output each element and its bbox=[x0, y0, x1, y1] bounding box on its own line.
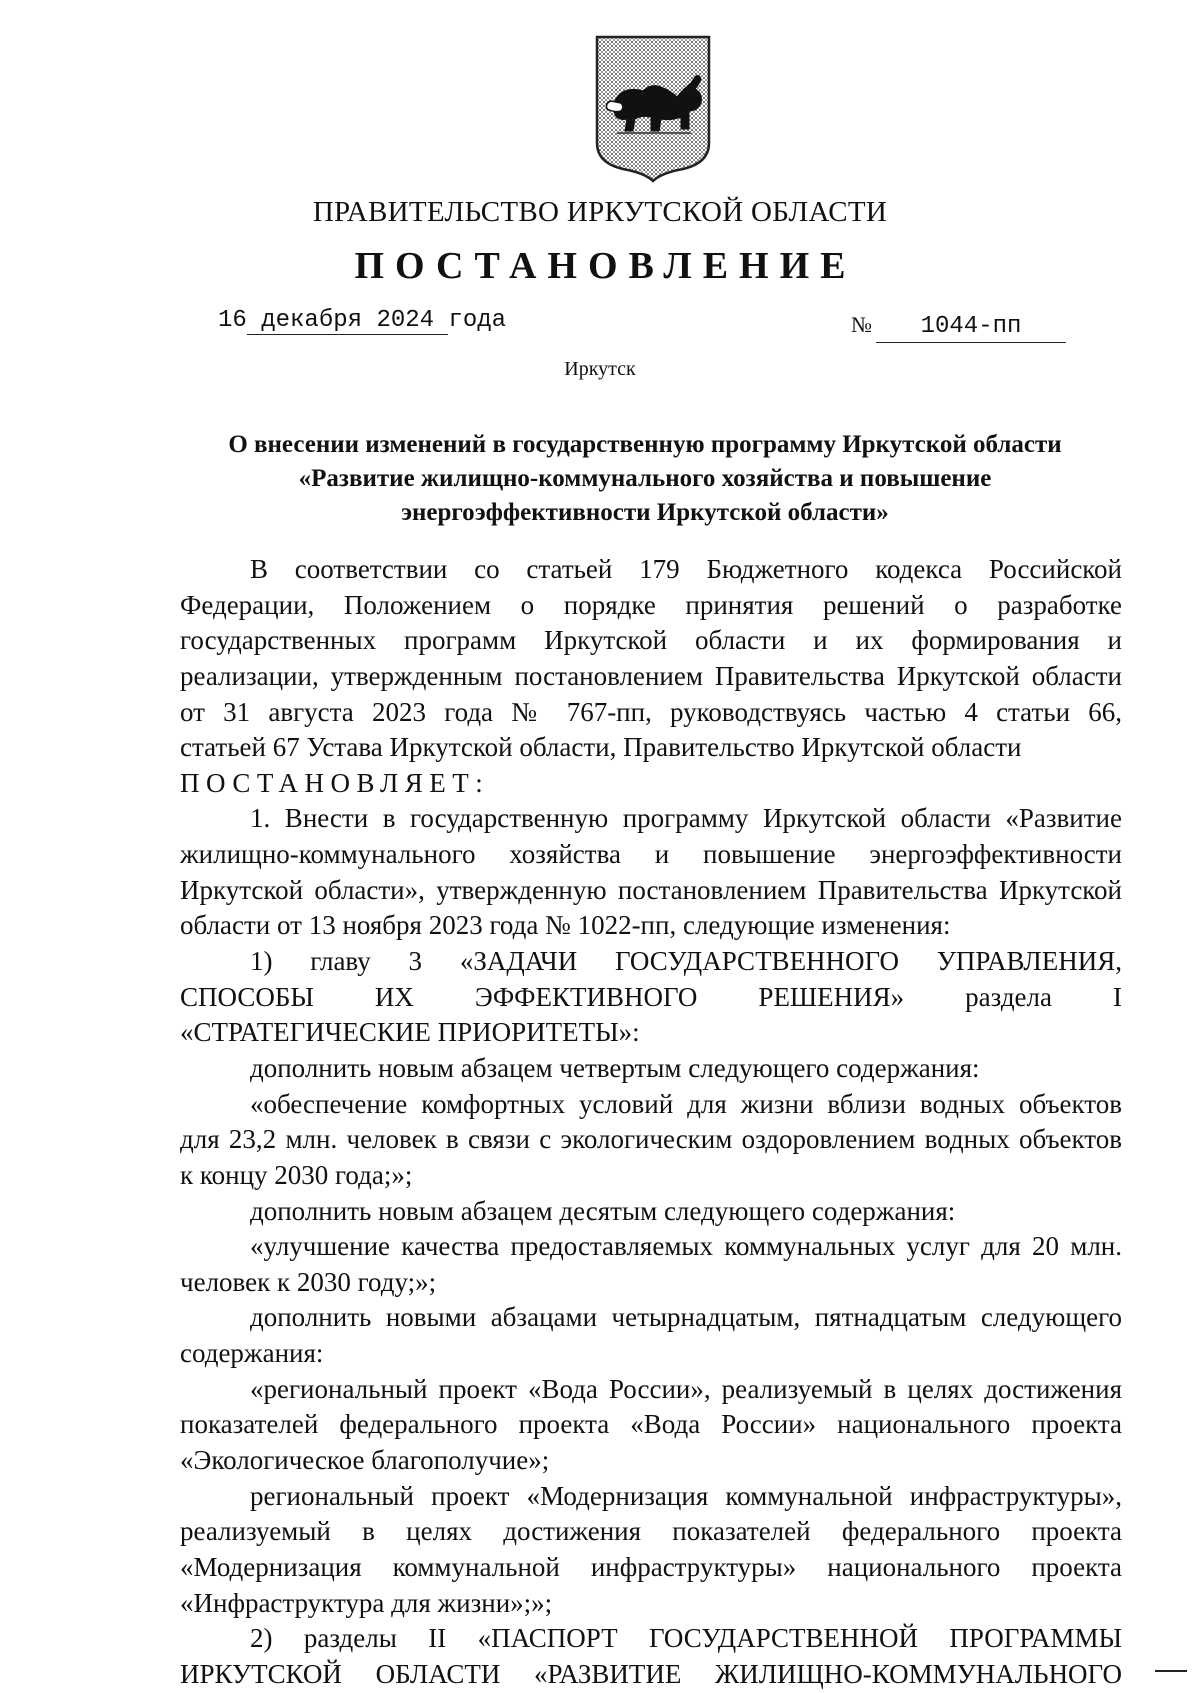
coat-of-arms-emblem bbox=[591, 33, 715, 183]
body-line: дополнить новым абзацем четвертым следующего содержания: bbox=[250, 1052, 980, 1083]
body-line: ИРКУТСКОЙ ОБЛАСТИ «РАЗВИТИЕ ЖИЛИЩНО-КОММУНАЛЬНОГО bbox=[180, 1658, 1122, 1689]
document-date bbox=[218, 306, 506, 336]
body-line: жилищно-коммунального хозяйства и повышение энергоэффективности bbox=[180, 839, 1122, 870]
body-line: 1. Внести в государственную программу Иркутской области «Развитие bbox=[250, 803, 1122, 834]
body-line: содержания: bbox=[180, 1338, 324, 1369]
body-line: «обеспечение комфортных условий для жизни вблизи водных объектов bbox=[250, 1088, 1122, 1119]
body-line: 2) разделы II «ПАСПОРТ ГОСУДАРСТВЕННОЙ ПРОГРАММЫ bbox=[250, 1623, 1122, 1654]
document-subject bbox=[170, 428, 1120, 530]
subject-line: «Развитие жилищно-коммунального хозяйства и повышение bbox=[298, 465, 992, 492]
body-line: СПОСОБЫ ИХ ЭФФЕКТИВНОГО РЕШЕНИЯ» раздела I bbox=[180, 981, 1122, 1012]
body-line: реализации, утвержденным постановлением Правительства Иркутской области bbox=[180, 660, 1122, 691]
body-line: дополнить новыми абзацами четырнадцатым, пятнадцатым следующего bbox=[250, 1302, 1122, 1333]
body-line: дополнить новым абзацем десятым следующего содержания: bbox=[250, 1195, 956, 1226]
page-corner-mark bbox=[1155, 1670, 1187, 1672]
date-day: 16 bbox=[218, 307, 247, 334]
date-suffix: года bbox=[448, 307, 507, 334]
body-line: к концу 2030 года;»; bbox=[180, 1159, 413, 1190]
subject-line: энергоэффективности Иркутской области» bbox=[401, 499, 889, 526]
body-line: государственных программ Иркутской области и их формирования и bbox=[180, 625, 1122, 656]
body-line: реализуемый в целях достижения показателей федерального проекта bbox=[180, 1516, 1122, 1547]
body-line: «Экологическое благополучие»; bbox=[180, 1445, 550, 1476]
document-type-title: ПОСТАНОВЛЕНИЕ bbox=[354, 245, 857, 287]
body-line: 1) главу 3 «ЗАДАЧИ ГОСУДАРСТВЕННОГО УПРАВЛЕНИЯ, bbox=[250, 946, 1122, 977]
government-title: ПРАВИТЕЛЬСТВО ИРКУТСКОЙ ОБЛАСТИ bbox=[312, 196, 888, 228]
body-line: человек к 2030 году;»; bbox=[180, 1266, 437, 1297]
body-line: для 23,2 млн. человек в связи с экологическим оздоровлением водных объектов bbox=[180, 1124, 1122, 1155]
subject-line: О внесении изменений в государственную программу Иркутской области bbox=[228, 431, 1062, 458]
city-name: Иркутск bbox=[564, 358, 636, 380]
document-body bbox=[180, 552, 1122, 1693]
number-value: 1044-пп bbox=[876, 312, 1066, 343]
body-line: «улучшение качества предоставляемых коммунальных услуг для 20 млн. bbox=[250, 1231, 1122, 1262]
body-line: региональный проект «Модернизация коммунальной инфраструктуры», bbox=[250, 1480, 1122, 1511]
body-line: «Инфраструктура для жизни»;»; bbox=[180, 1587, 553, 1618]
body-line: Иркутской области», утвержденную постановлением Правительства Иркутской bbox=[180, 874, 1122, 905]
document-number bbox=[851, 310, 1066, 343]
resolution-word: ПОСТАНОВЛЯЕТ: bbox=[180, 767, 490, 798]
body-line: области от 13 ноября 2023 года № 1022-пп, следующие изменения: bbox=[180, 910, 951, 941]
body-line: «региональный проект «Вода России», реализуемый в целях достижения bbox=[250, 1373, 1122, 1404]
body-line: от 31 августа 2023 года № 767-пп, руководствуясь частью 4 статьи 66, bbox=[180, 696, 1122, 727]
body-line: статьей 67 Устава Иркутской области, Правительство Иркутской области bbox=[180, 732, 1022, 763]
date-month-year: декабря 2024 bbox=[247, 307, 449, 335]
number-sign: № bbox=[851, 312, 872, 337]
body-line: Федерации, Положением о порядке принятия решений о разработке bbox=[180, 589, 1122, 620]
body-line: показателей федерального проекта «Вода России» национального проекта bbox=[180, 1409, 1122, 1440]
body-line: «Модернизация коммунальной инфраструктуры» национального проекта bbox=[180, 1551, 1122, 1582]
body-line: В соответствии со статьей 179 Бюджетного кодекса Российской bbox=[250, 554, 1122, 584]
body-line: «СТРАТЕГИЧЕСКИЕ ПРИОРИТЕТЫ»: bbox=[180, 1017, 640, 1048]
